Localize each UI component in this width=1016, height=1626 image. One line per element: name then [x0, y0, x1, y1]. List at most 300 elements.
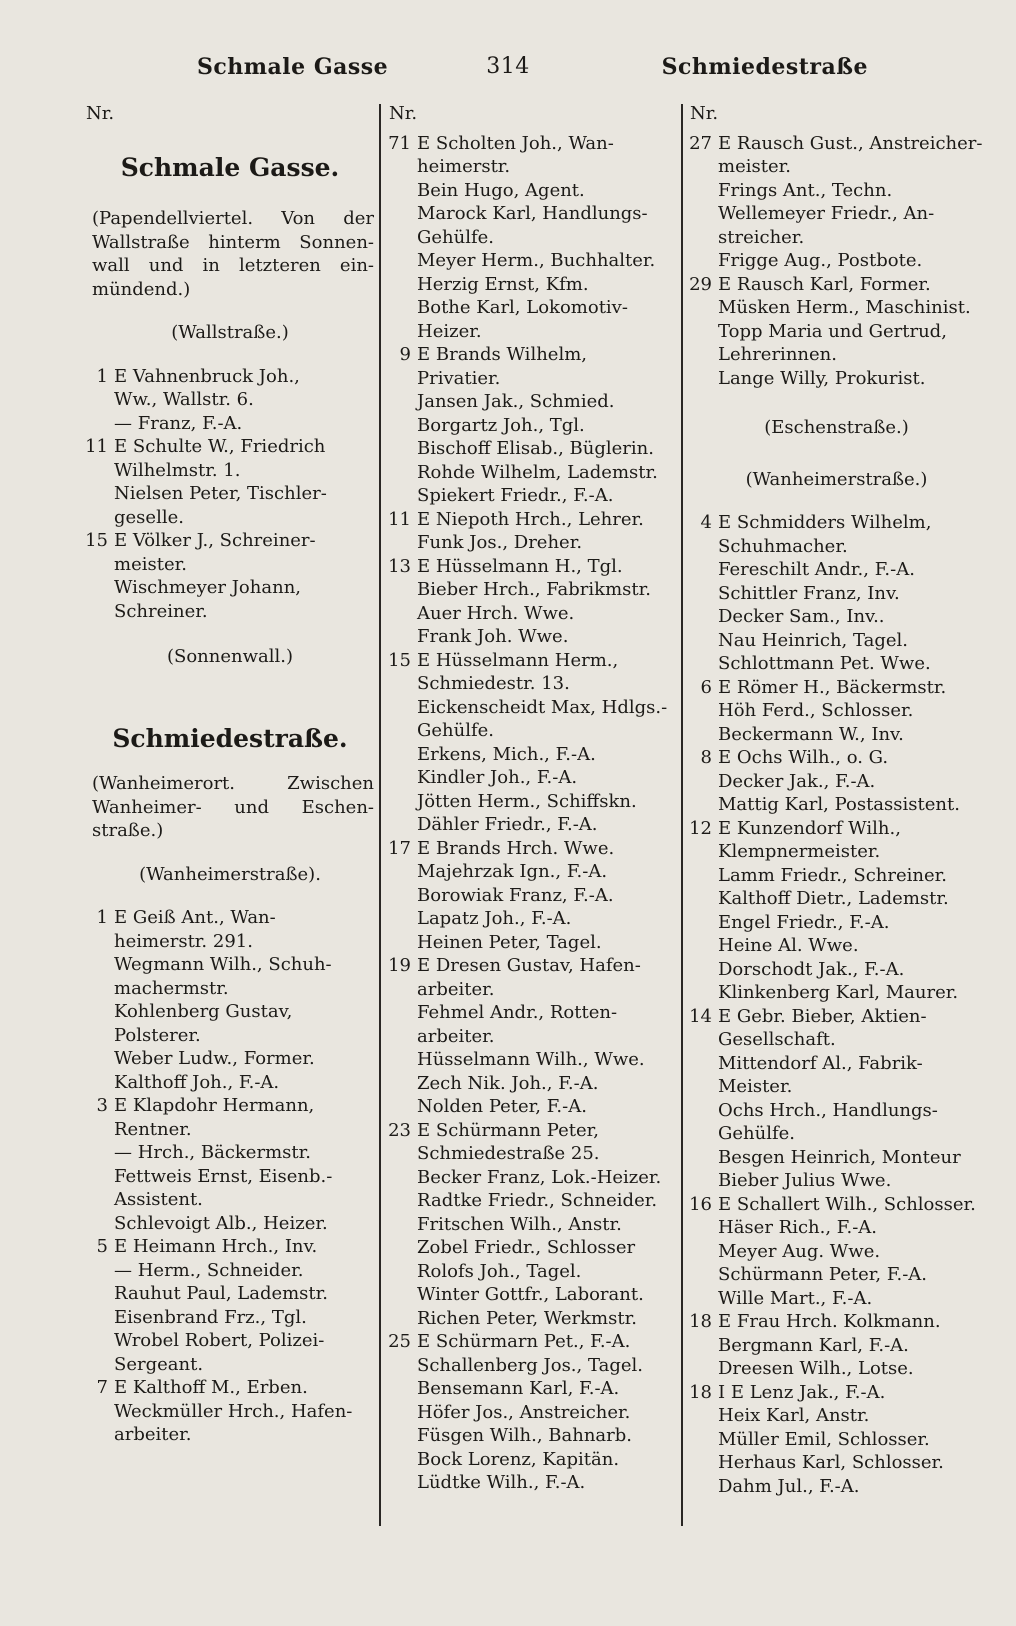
entry-text: Schlevoigt Alb., Heizer. [114, 1212, 328, 1234]
entry-text: Meyer Herm., Buchhalter. [417, 250, 656, 271]
entry-text: Schmiedestr. 13. [417, 673, 570, 694]
entry-text: Weber Ludw., Former. [114, 1048, 315, 1069]
entry-text: Engel Friedr., F.-A. [718, 911, 890, 933]
entry-text: Bock Lorenz, Kapitän. [417, 1448, 620, 1470]
entry-text: E Ochs Wilh., o. G. [718, 747, 889, 768]
entry-text: Wilhelmstr. 1. [114, 459, 241, 481]
directory-entry-line [690, 793, 983, 817]
directory-entry-line [690, 1240, 983, 1264]
entry-text: Rohde Wilhelm, Lademstr. [417, 461, 658, 483]
house-number: 25 [388, 1331, 411, 1352]
directory-entry-line [86, 1376, 374, 1400]
entry-text: Müsken Herm., Maschinist. [718, 297, 971, 318]
house-number: 7 [96, 1377, 108, 1398]
entry-text: Hüsselmann Wilh., Wwe. [417, 1049, 645, 1070]
directory-entry-line [389, 954, 678, 978]
entry-list [389, 132, 678, 1495]
entry-text: Frank Joh. Wwe. [417, 626, 569, 647]
entry-text: Jansen Jak., Schmied. [417, 391, 615, 412]
house-number: 23 [388, 1119, 411, 1141]
directory-entry-line [690, 1310, 983, 1334]
house-number: 5 [96, 1236, 108, 1257]
entry-text: Dahm Jul., F.-A. [718, 1475, 860, 1497]
directory-entry-line [389, 461, 678, 485]
house-number: 9 [399, 344, 411, 365]
directory-entry-line [389, 743, 678, 767]
directory-entry-line [690, 343, 983, 367]
directory-entry-line [690, 652, 983, 676]
directory-entry-line [389, 1166, 678, 1190]
cross-street: (Sonnenwall.) [166, 646, 294, 667]
entry-text: E Frau Hrch. Kolkmann. [718, 1311, 941, 1332]
entry-text: Heine Al. Wwe. [718, 935, 859, 956]
directory-entry-line [690, 1169, 983, 1193]
directory-entry-line [690, 1263, 983, 1287]
directory-entry-line [690, 629, 983, 653]
directory-entry-line [690, 320, 983, 344]
directory-entry-line [690, 249, 983, 273]
entry-text: Heinen Peter, Tagel. [417, 931, 602, 953]
directory-entry-line [389, 390, 678, 414]
entry-text: Frings Ant., Techn. [718, 179, 893, 201]
entry-text: Meister. [718, 1076, 793, 1097]
entry-text: heimerstr. [417, 156, 511, 177]
directory-entry-line [690, 179, 983, 203]
directory-entry-line [389, 790, 678, 814]
entry-text: Bothe Karl, Lokomotiv- [417, 297, 628, 318]
entry-text: Eisenbrand Frz., Tgl. [114, 1306, 307, 1328]
directory-entry-line [389, 578, 678, 602]
directory-entry-line [690, 296, 983, 320]
directory-entry-line [389, 931, 678, 955]
house-number: 4 [700, 512, 712, 533]
entry-text: Wrobel Robert, Polizei- [114, 1330, 325, 1351]
entry-text: Frigge Aug., Postbote. [718, 250, 923, 271]
entry-text: Bensemann Karl, F.-A. [417, 1378, 620, 1399]
entry-text: Decker Jak., F.-A. [718, 770, 876, 792]
directory-entry-line [690, 558, 983, 582]
entry-text: Jötten Herm., Schiffskn. [417, 790, 637, 812]
house-number: 3 [96, 1095, 108, 1116]
directory-entry-line [690, 605, 983, 629]
entry-text: Erkens, Mich., F.-A. [417, 743, 596, 765]
entry-text: — Herm., Schneider. [114, 1259, 304, 1281]
directory-entry-line [690, 511, 983, 535]
entry-text: Wille Mart., F.-A. [718, 1287, 873, 1309]
entry-text: E Hüsselmann H., Tgl. [417, 555, 623, 577]
header-right-street: Schmiedestraße [661, 54, 868, 80]
entry-text: Höh Ferd., Schlosser. [718, 700, 914, 721]
header-left-street: Schmale Gasse [197, 54, 389, 80]
house-number: 8 [700, 747, 712, 768]
directory-entry-line [389, 1354, 678, 1378]
directory-entry-line [690, 676, 983, 700]
directory-entry-line [690, 1334, 983, 1358]
entry-text: Topp Maria und Gertrud, [718, 320, 947, 342]
entry-text: E Rausch Gust., Anstreicher- [718, 132, 983, 154]
entry-list [690, 132, 983, 391]
entry-text: Besgen Heinrich, Monteur [718, 1146, 961, 1168]
house-number: 6 [700, 676, 712, 698]
entry-text: Wellemeyer Friedr., An- [718, 203, 935, 224]
entry-text: E Vahnenbruck Joh., [114, 365, 300, 387]
directory-entry-line [86, 412, 374, 436]
entry-text: Weckmüller Hrch., Hafen- [114, 1400, 353, 1422]
entry-text: Funk Jos., Dreher. [417, 532, 583, 553]
entry-text: Eickenscheidt Max, Hdlgs.- [417, 696, 668, 718]
entry-text: — Franz, F.-A. [114, 412, 243, 434]
directory-entry-line [86, 1306, 374, 1330]
directory-entry-line [86, 529, 374, 553]
directory-entry-line [86, 365, 374, 389]
directory-entry-line [690, 1052, 983, 1076]
house-number: 15 [388, 649, 411, 671]
entry-text: Wegmann Wilh., Schuh- [114, 954, 332, 975]
entry-text: Heix Karl, Anstr. [718, 1405, 870, 1426]
directory-entry-line [690, 1428, 983, 1452]
house-number: 11 [388, 508, 411, 530]
directory-entry-line [389, 367, 678, 391]
directory-entry-line [86, 977, 374, 1001]
entry-text: — Hrch., Bäckermstr. [114, 1142, 311, 1163]
entry-text: Sergeant. [114, 1353, 204, 1375]
directory-entry-line [389, 508, 678, 532]
directory-entry-line [690, 1146, 983, 1170]
entry-text: Herzig Ernst, Kfm. [417, 273, 589, 295]
house-number: 18 [689, 1381, 712, 1403]
directory-entry-line [690, 1099, 983, 1123]
directory-entry-line [389, 719, 678, 743]
entry-text: Herhaus Karl, Schlosser. [718, 1452, 944, 1473]
directory-entry-line [389, 179, 678, 203]
cross-street: (Wanheimerstraße). [139, 863, 321, 885]
directory-entry-line [389, 837, 678, 861]
entry-text: Bischoff Elisab., Büglerin. [417, 438, 654, 459]
directory-entry-line [86, 576, 374, 600]
directory-entry-line [389, 1424, 678, 1448]
directory-entry-line [389, 1072, 678, 1096]
entry-text: Fehmel Andr., Rotten- [417, 1002, 618, 1023]
entry-text: Bieber Hrch., Fabrikmstr. [417, 579, 651, 600]
entry-text: Becker Franz, Lok.-Heizer. [417, 1166, 662, 1188]
entry-text: Schreiner. [114, 600, 208, 622]
directory-entry-line [690, 770, 983, 794]
entry-text: Schuhmacher. [718, 535, 848, 557]
entry-list [86, 906, 374, 1447]
directory-entry-line [690, 1357, 983, 1381]
directory-entry-line [86, 1212, 374, 1236]
directory-entry-line [86, 506, 374, 530]
directory-entry-line [690, 817, 983, 841]
entry-text: Höfer Jos., Anstreicher. [417, 1401, 631, 1423]
entry-text: Dreesen Wilh., Lotse. [718, 1358, 914, 1379]
nr-label: Nr. [389, 103, 418, 124]
house-number: 29 [689, 273, 712, 295]
directory-entry-line [389, 296, 678, 320]
directory-entry-line [690, 226, 983, 250]
directory-entry-line [389, 555, 678, 579]
entry-text: Fereschilt Andr., F.-A. [718, 559, 915, 580]
entry-text: geselle. [114, 506, 184, 528]
directory-entry-line [389, 1213, 678, 1237]
entry-text: E Dresen Gustav, Hafen- [417, 955, 641, 976]
directory-entry-line [389, 696, 678, 720]
directory-entry-line [389, 1095, 678, 1119]
directory-entry-line [690, 746, 983, 770]
directory-entry-line [389, 1307, 678, 1331]
directory-entry-line [389, 1448, 678, 1472]
entry-text: Fettweis Ernst, Eisenb.- [114, 1165, 333, 1187]
entry-text: Lange Willy, Prokurist. [718, 367, 926, 389]
entry-text: Lüdtke Wilh., F.-A. [417, 1472, 586, 1493]
entry-text: Müller Emil, Schlosser. [718, 1428, 930, 1450]
entry-text: Schmiedestraße 25. [417, 1143, 600, 1164]
nr-label: Nr. [86, 103, 115, 124]
entry-text: streicher. [718, 226, 805, 248]
entry-text: Schürmann Peter, F.-A. [718, 1264, 928, 1285]
entry-text: Kalthoff Joh., F.-A. [114, 1071, 280, 1093]
directory-entry-line [389, 649, 678, 673]
entry-text: Nolden Peter, F.-A. [417, 1096, 587, 1117]
directory-entry-line [86, 1423, 374, 1447]
directory-entry-line [389, 1189, 678, 1213]
directory-entry-line [389, 249, 678, 273]
entry-text: Nau Heinrich, Tagel. [718, 629, 908, 651]
entry-text: Spiekert Friedr., F.-A. [417, 485, 614, 506]
directory-entry-line [690, 367, 983, 391]
directory-entry-line [690, 911, 983, 935]
directory-entry-line [389, 1377, 678, 1401]
entry-text: Klinkenberg Karl, Maurer. [718, 982, 959, 1003]
directory-entry-line [389, 343, 678, 367]
entry-text: Radtke Friedr., Schneider. [417, 1190, 658, 1211]
entry-text: meister. [718, 156, 791, 177]
directory-entry-line [389, 1471, 678, 1495]
entry-text: Klempnermeister. [718, 841, 881, 862]
directory-entry-line [86, 482, 374, 506]
directory-entry-line [690, 1475, 983, 1499]
entry-text: Mattig Karl, Postassistent. [718, 794, 960, 815]
entry-text: Winter Gottfr., Laborant. [417, 1284, 644, 1305]
entry-text: Decker Sam., Inv.. [718, 606, 885, 627]
entry-text: E Niepoth Hrch., Lehrer. [417, 508, 644, 530]
directory-entry-line [86, 906, 374, 930]
directory-entry-line [86, 1259, 374, 1283]
directory-entry-line [389, 1283, 678, 1307]
entry-text: Lapatz Joh., F.-A. [417, 908, 572, 929]
column-3 [690, 102, 983, 1602]
directory-entry-line [86, 1071, 374, 1095]
directory-entry-line [86, 1353, 374, 1377]
entry-text: Majehrzak Ign., F.-A. [417, 861, 608, 882]
entry-text: Häser Rich., F.-A. [718, 1217, 878, 1238]
directory-entry-line [389, 1142, 678, 1166]
directory-entry-line [389, 813, 678, 837]
directory-entry-line [389, 907, 678, 931]
directory-entry-line [86, 1094, 374, 1118]
page-number: 314 [486, 54, 530, 79]
entry-text: Beckermann W., Inv. [718, 723, 904, 745]
cross-street: (Wallstraße.) [171, 322, 289, 343]
entry-text: Rolofs Joh., Tagel. [417, 1260, 582, 1282]
entry-text: E Brands Hrch. Wwe. [417, 837, 615, 859]
directory-entry-line [690, 981, 983, 1005]
entry-text: Schlottmann Pet. Wwe. [718, 653, 931, 674]
directory-entry-line [389, 1001, 678, 1025]
directory-entry-line [389, 884, 678, 908]
entry-text: Schallenberg Jos., Tagel. [417, 1354, 643, 1376]
entry-text: Polsterer. [114, 1024, 201, 1046]
directory-entry-line [690, 273, 983, 297]
entry-text: Wischmeyer Johann, [114, 577, 302, 598]
entry-text: E Schürmann Peter, [417, 1119, 599, 1141]
entry-list [86, 365, 374, 624]
entry-text: Kohlenberg Gustav, [114, 1001, 293, 1022]
directory-entry-line [389, 155, 678, 179]
entry-text: E Gebr. Bieber, Aktien- [718, 1005, 927, 1027]
directory-entry-line [690, 535, 983, 559]
directory-entry-line [86, 953, 374, 977]
entry-text: Borowiak Franz, F.-A. [417, 884, 614, 906]
entry-text: E Schmidders Wilhelm, [718, 512, 932, 533]
directory-entry-line [389, 1260, 678, 1284]
entry-text: Heizer. [417, 320, 482, 342]
entry-text: E Schallert Wilh., Schlosser. [718, 1193, 976, 1215]
directory-entry-line [690, 699, 983, 723]
house-number: 18 [689, 1311, 712, 1332]
entry-text: Ochs Hrch., Handlungs- [718, 1099, 938, 1121]
house-number: 11 [85, 436, 108, 457]
directory-entry-line [690, 934, 983, 958]
house-number: 1 [96, 907, 108, 928]
entry-text: Richen Peter, Werkmstr. [417, 1307, 637, 1329]
column-2 [389, 102, 678, 1602]
entry-text: Privatier. [417, 367, 501, 389]
directory-entry-line [86, 1024, 374, 1048]
running-header [0, 54, 1016, 88]
directory-entry-line [690, 1451, 983, 1475]
house-number: 27 [689, 132, 712, 154]
entry-text: E Heimann Hrch., Inv. [114, 1236, 318, 1257]
entry-text: arbeiter. [417, 1025, 495, 1047]
entry-text: machermstr. [114, 977, 229, 999]
directory-entry-line [389, 437, 678, 461]
entry-text: Rentner. [114, 1118, 192, 1140]
house-number: 19 [388, 955, 411, 976]
entry-text: Füsgen Wilh., Bahnarb. [417, 1425, 632, 1446]
entry-text: Ww., Wallstr. 6. [114, 389, 254, 410]
directory-entry-line [389, 1236, 678, 1260]
directory-entry-line [690, 1122, 983, 1146]
directory-entry-line [86, 1235, 374, 1259]
entry-text: Bieber Julius Wwe. [718, 1170, 892, 1191]
section-intro: (Wanheimerort. Zwischen Wanheimer- und Eschen- straße.) [92, 773, 374, 841]
entry-text: Lamm Friedr., Schreiner. [718, 864, 947, 886]
entry-text: Auer Hrch. Wwe. [417, 602, 575, 624]
entry-text: E Kalthoff M., Erben. [114, 1377, 308, 1398]
entry-text: Nielsen Peter, Tischler- [114, 483, 327, 504]
house-number: 15 [85, 530, 108, 551]
entry-text: arbeiter. [417, 978, 495, 1000]
entry-text: Bergmann Karl, F.-A. [718, 1334, 909, 1356]
house-number: 17 [388, 837, 411, 859]
entry-text: E Klapdohr Hermann, [114, 1095, 315, 1116]
directory-entry-line [86, 388, 374, 412]
entry-text: E Geiß Ant., Wan- [114, 907, 276, 928]
directory-entry-line [389, 132, 678, 156]
section-intro: (Papendellviertel. Von der Wallstraße hinterm Sonnen- wall und in letzteren ein- mündend.) [92, 208, 374, 300]
directory-entry-line [690, 202, 983, 226]
directory-entry-line [86, 553, 374, 577]
house-number: 16 [689, 1193, 712, 1215]
entry-text: Schittler Franz, Inv. [718, 582, 900, 604]
directory-entry-line [86, 1282, 374, 1306]
directory-entry-line [690, 1005, 983, 1029]
column-1 [86, 102, 374, 1602]
entry-text: Assistent. [114, 1189, 203, 1210]
directory-entry-line [389, 273, 678, 297]
directory-entry-line [690, 1404, 983, 1428]
directory-entry-line [86, 1329, 374, 1353]
directory-entry-line [690, 958, 983, 982]
directory-entry-line [690, 1381, 983, 1405]
house-number: 14 [689, 1005, 712, 1027]
directory-entry-line [389, 860, 678, 884]
entry-text: Borgartz Joh., Tgl. [417, 414, 585, 436]
directory-entry-line [389, 672, 678, 696]
directory-entry-line [389, 484, 678, 508]
entry-text: Rauhut Paul, Lademstr. [114, 1283, 329, 1304]
directory-entry-line [690, 582, 983, 606]
entry-text: Kalthoff Dietr., Lademstr. [718, 888, 949, 909]
entry-text: E Römer H., Bäckermstr. [718, 676, 947, 698]
column-rule [379, 104, 381, 1526]
entry-text: Zech Nik. Joh., F.-A. [417, 1072, 599, 1094]
entry-text: I E Lenz Jak., F.-A. [718, 1381, 886, 1403]
entry-text: Lehrerinnen. [718, 344, 837, 365]
entry-text: Gehülfe. [718, 1123, 796, 1144]
directory-entry-line [690, 1287, 983, 1311]
entry-text: arbeiter. [114, 1424, 192, 1445]
directory-entry-line [389, 1330, 678, 1354]
cross-street: (Wanheimerstraße.) [745, 468, 928, 490]
entry-text: heimerstr. 291. [114, 930, 253, 952]
directory-entry-line [86, 1165, 374, 1189]
directory-entry-line [690, 864, 983, 888]
nr-label: Nr. [690, 103, 719, 124]
entry-text: E Scholten Joh., Wan- [417, 132, 614, 154]
directory-entry-line [86, 459, 374, 483]
directory-entry-line [86, 1141, 374, 1165]
directory-entry-line [389, 414, 678, 438]
section-title: Schmiedestraße. [112, 723, 348, 753]
entry-text: meister. [114, 553, 187, 575]
directory-entry-line [389, 226, 678, 250]
directory-entry-line [389, 202, 678, 226]
entry-text: E Schulte W., Friedrich [114, 436, 326, 457]
directory-entry-line [86, 1118, 374, 1142]
entry-text: Fritschen Wilh., Anstr. [417, 1213, 622, 1235]
directory-entry-line [389, 602, 678, 626]
directory-entry-line [389, 625, 678, 649]
entry-text: Gehülfe. [417, 720, 495, 741]
house-number: 71 [388, 132, 411, 154]
directory-entry-line [389, 1119, 678, 1143]
entry-text: Mittendorf Al., Fabrik- [718, 1052, 923, 1074]
directory-entry-line [690, 1075, 983, 1099]
house-number: 13 [388, 555, 411, 577]
entry-text: E Kunzendorf Wilh., [718, 817, 901, 839]
